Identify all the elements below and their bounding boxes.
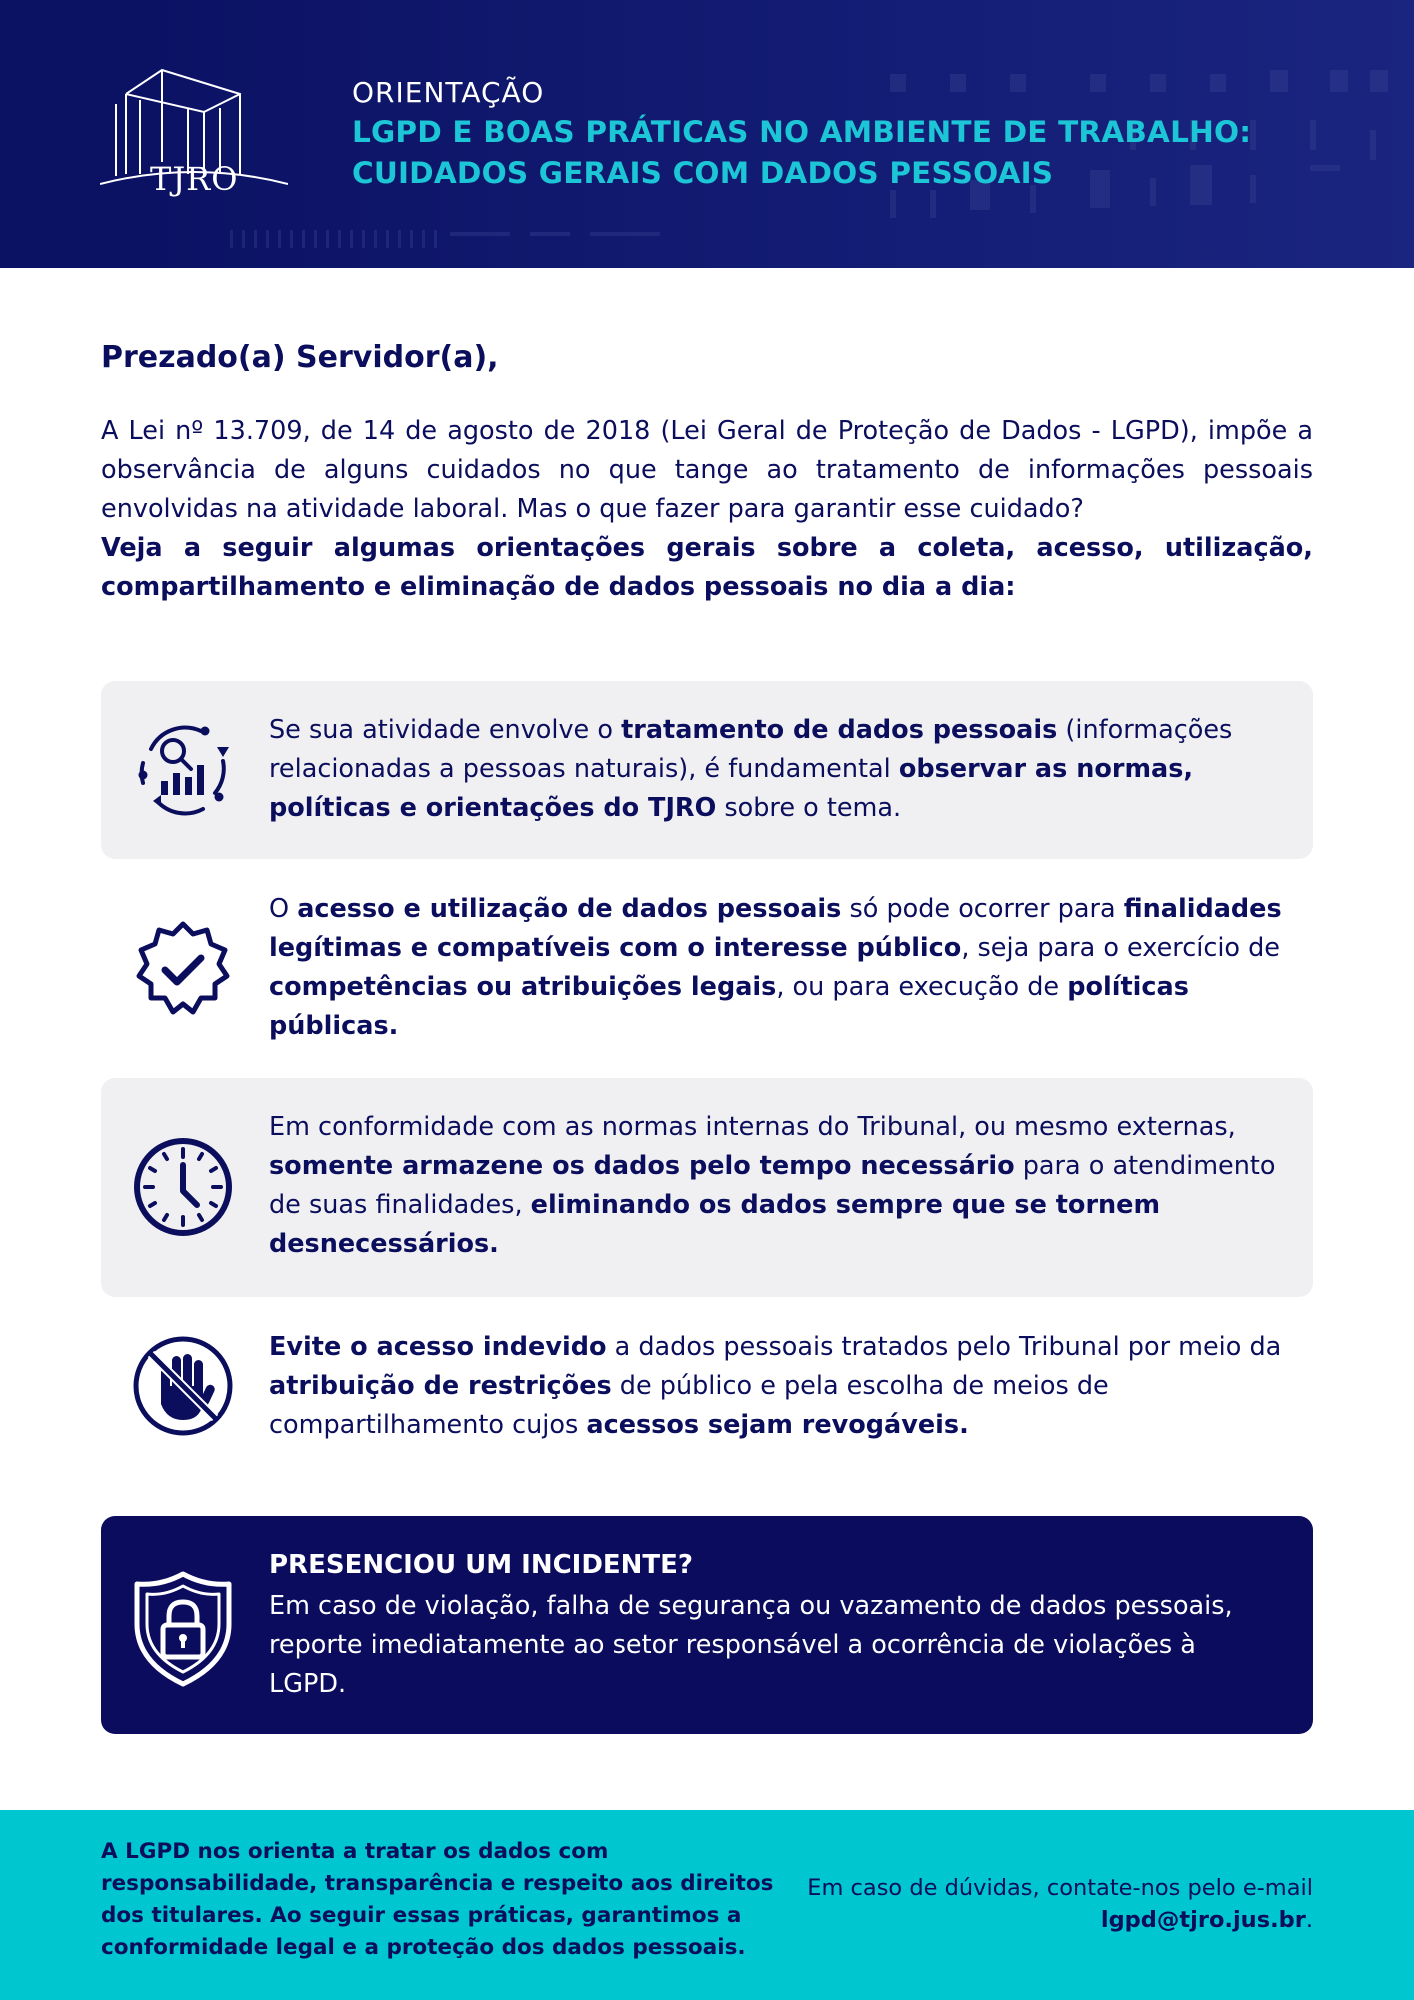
header-banner xyxy=(0,0,1414,268)
contact-email-link[interactable]: lgpd@tjro.jus.br xyxy=(1100,1907,1306,1933)
greeting: Prezado(a) Servidor(a), xyxy=(101,340,499,375)
card-2-text-a: O xyxy=(269,894,298,924)
card-2-bold-a: acesso e utilização de dados pessoais xyxy=(297,894,842,924)
card-4-bold-a: Evite o acesso indevido xyxy=(269,1332,607,1362)
card-4-bold-c: acessos sejam revogáveis. xyxy=(586,1410,969,1440)
guideline-card-3 xyxy=(101,1078,1313,1297)
card-2-text-d: , ou para execução de xyxy=(776,972,1068,1002)
card-2-bold-d: políticas públicas. xyxy=(269,972,1189,1041)
footer-contact xyxy=(793,1872,1313,1936)
shield-lock-icon xyxy=(131,1570,235,1688)
card-1-bold-b: observar as normas, políticas e orientações do TJRO xyxy=(269,754,1194,823)
page-title xyxy=(352,112,1382,194)
footer-contact-text: Em caso de dúvidas, contate-nos pelo e-mail xyxy=(807,1875,1313,1901)
incident-heading: PRESENCIOU UM INCIDENTE? xyxy=(269,1550,694,1580)
intro-paragraph xyxy=(101,412,1313,607)
logo-text: TJRO xyxy=(150,160,239,198)
card-2-text-b: só pode ocorrer para xyxy=(841,894,1124,924)
guideline-card-2 xyxy=(101,876,1313,1054)
guideline-card-1 xyxy=(101,681,1313,859)
title-line-1: LGPD E BOAS PRÁTICAS NO AMBIENTE DE TRABALHO: xyxy=(352,115,1252,149)
card-1-bold-a: tratamento de dados pessoais xyxy=(621,715,1058,745)
card-4-text-b: de público e pela escolha de meios de compartilhamento cujos xyxy=(269,1371,1109,1440)
card-1-text-b: (informações relacionadas a pessoas naturais), é fundamental xyxy=(269,715,1233,784)
guideline-card-3-text xyxy=(269,1108,1289,1264)
card-3-bold-b: eliminando os dados sempre que se tornem desnecessários. xyxy=(269,1190,1161,1259)
guideline-card-4-text xyxy=(269,1328,1289,1445)
guideline-card-4 xyxy=(101,1318,1313,1468)
intro-text: A Lei nº 13.709, de 14 de agosto de 2018 (Lei Geral de Proteção de Dados - LGPD), impõe a observância de alguns cuidados no que tange ao tratamento de informações pessoais envolvidas na atividade laboral. Mas o que fazer para garantir esse cuidado? xyxy=(101,416,1313,524)
verified-badge-icon xyxy=(131,918,235,1022)
header-kicker: ORIENTAÇÃO xyxy=(352,76,545,109)
footer xyxy=(0,1810,1414,2000)
card-1-text-c: sobre o tema. xyxy=(716,793,902,823)
stop-hand-icon xyxy=(131,1334,235,1438)
footer-statement: A LGPD nos orienta a tratar os dados com responsabilidade, transparência e respeito aos direitos dos titulares. Ao seguir essas práticas, garantimos a conformidade legal e a proteção dos dados pessoais. xyxy=(101,1839,774,1960)
card-2-bold-b: finalidades legítimas e compatíveis com o interesse público xyxy=(269,894,1282,963)
card-2-text-c: , seja para o exercício de xyxy=(961,933,1281,963)
guideline-card-1-text xyxy=(269,711,1289,828)
clock-icon xyxy=(131,1135,235,1239)
card-3-bold-a: somente armazene os dados pelo tempo necessário xyxy=(269,1151,1015,1181)
title-line-2: CUIDADOS GERAIS COM DADOS PESSOAIS xyxy=(352,156,1054,190)
card-3-text-b: para o atendimento de suas finalidades, xyxy=(269,1151,1276,1220)
data-analysis-icon xyxy=(131,717,235,821)
intro-bold-text: Veja a seguir algumas orientações gerais sobre a coleta, acesso, utilização, compartilhamento e eliminação de dados pessoais no dia a dia: xyxy=(101,533,1313,602)
incident-alert-box xyxy=(101,1516,1313,1734)
footer-contact-end: . xyxy=(1305,1907,1313,1933)
card-3-text-a: Em conformidade com as normas internas do Tribunal, ou mesmo externas, xyxy=(269,1112,1236,1142)
incident-body: Em caso de violação, falha de segurança ou vazamento de dados pessoais, reporte imediatamente ao setor responsável a ocorrência de violações à LGPD. xyxy=(269,1591,1233,1699)
card-1-text-a: Se sua atividade envolve o xyxy=(269,715,622,745)
guideline-card-2-text xyxy=(269,890,1289,1046)
card-4-bold-b: atribuição de restrições xyxy=(269,1371,612,1401)
card-2-bold-c: competências ou atribuições legais xyxy=(269,972,777,1002)
card-4-text-a: a dados pessoais tratados pelo Tribunal por meio da xyxy=(606,1332,1282,1362)
